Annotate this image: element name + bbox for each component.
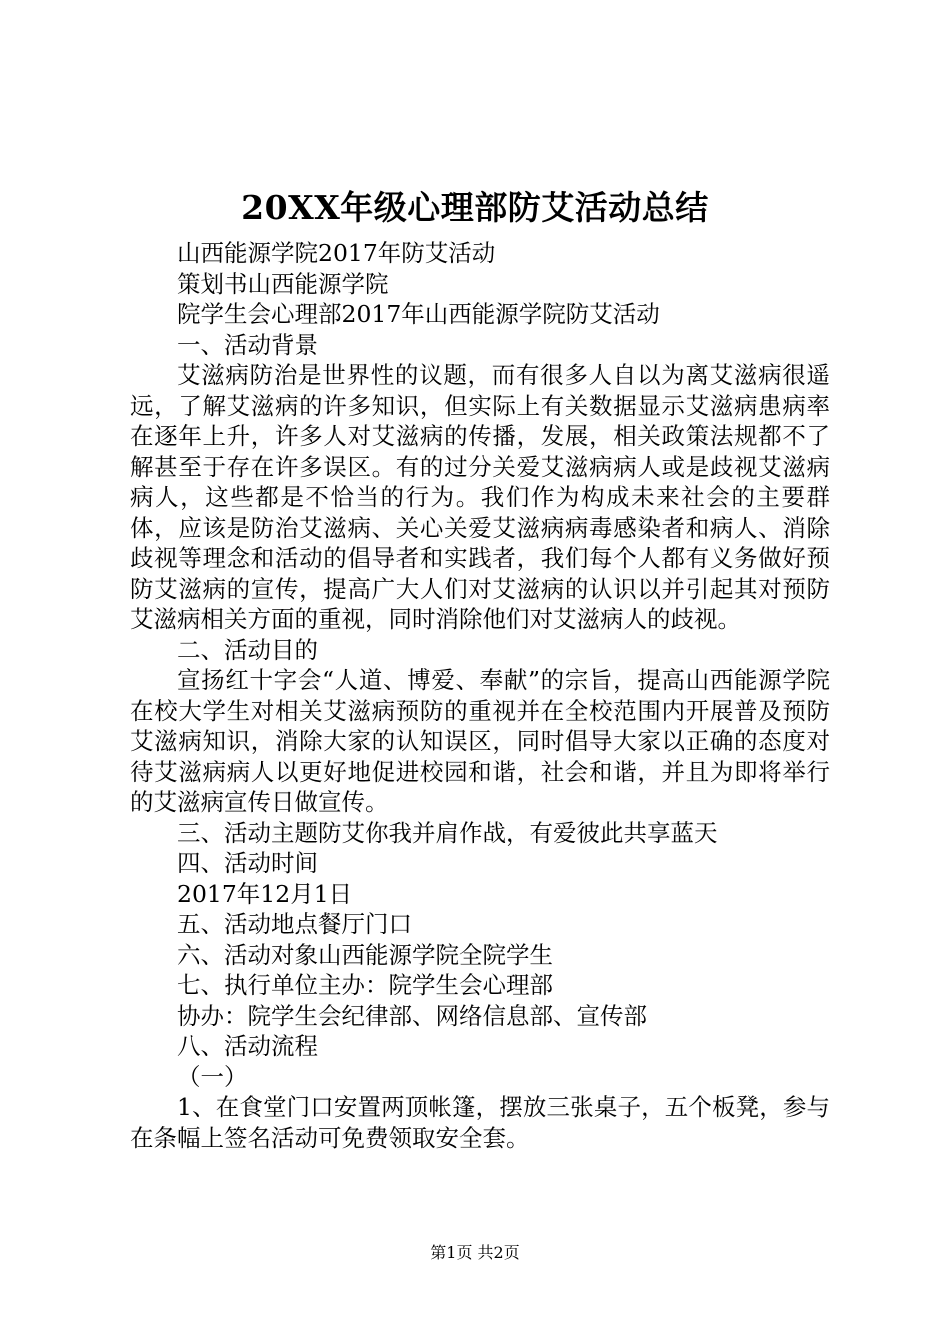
document-title: 20XX年级心理部防艾活动总结 bbox=[241, 188, 709, 227]
section-heading: 六、活动对象山西能源学院全院学生 bbox=[177, 940, 553, 969]
paragraph: 2017年12月1日 bbox=[177, 879, 353, 908]
paragraph: 院学生会心理部2017年山西能源学院防艾活动 bbox=[177, 300, 660, 328]
paragraph: 协办：院学生会纪律部、网络信息部、宣传部 bbox=[177, 1001, 647, 1030]
page-footer: 第1页 共2页 bbox=[430, 1243, 520, 1262]
section-heading: 三、活动主题防艾你我并肩作战，有爱彼此共享蓝天 bbox=[177, 818, 718, 847]
section-heading: 八、活动流程 bbox=[177, 1032, 318, 1060]
paragraph: 策划书山西能源学院 bbox=[177, 269, 389, 298]
section-heading: 七、执行单位主办：院学生会心理部 bbox=[177, 971, 553, 999]
section-heading: 四、活动时间 bbox=[177, 849, 318, 877]
section-heading: 二、活动目的 bbox=[177, 635, 318, 664]
paragraph: （一） bbox=[177, 1062, 248, 1091]
paragraph: 山西能源学院2017年防艾活动 bbox=[177, 239, 496, 267]
document-body bbox=[130, 238, 830, 1153]
paragraph: 艾滋病防治是世界性的议题，而有很多人自以为离艾滋病很遥远，了解艾滋病的许多知识，但实际上有关数据显示艾滋病患病率在逐年上升，许多人对艾滋病的传播，发展，相关政策法规都不了解甚至于存在许多误区。有的过分关爱艾滋病病人或是歧视艾滋病病人，这些都是不恰当的行为。我们作为构成未来社会的主要群体，应该是防治艾滋病、关心关爱艾滋病病毒感染者和病人、消除歧视等理念和活动的倡导者和实践者，我们每个人都有义务做好预防艾滋病的宣传，提高广大人们对艾滋病的认识以并引起其对预防艾滋病相关方面的重视，同时消除他们对艾滋病人的歧视。 bbox=[130, 361, 830, 633]
section-heading: 一、活动背景 bbox=[177, 330, 318, 359]
paragraph: 宣扬红十字会“人道、博爱、奉献”的宗旨，提高山西能源学院在校大学生对相关艾滋病预防的重视并在全校范围内开展普及预防艾滋病知识，消除大家的认知误区，同时倡导大家以正确的态度对待艾滋病病人以更好地促进校园和谐，社会和谐，并且为即将举行的艾滋病宣传日做宣传。 bbox=[130, 666, 830, 816]
paragraph: 1、在食堂门口安置两顶帐篷，摆放三张桌子，五个板凳，参与在条幅上签名活动可免费领取安全套。 bbox=[130, 1093, 830, 1152]
section-heading: 五、活动地点餐厅门口 bbox=[177, 910, 412, 938]
